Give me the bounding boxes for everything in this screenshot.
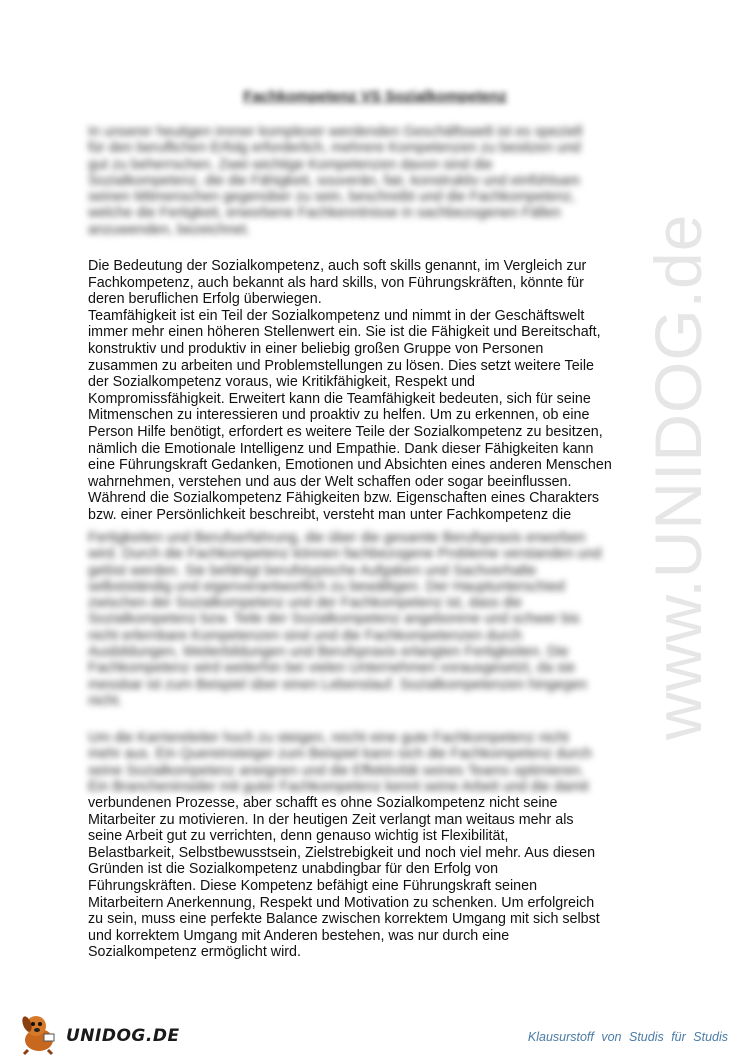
text-line: nicht erlernbare Kompetenzen sind und die Fachkompetenzen durch	[88, 627, 522, 644]
text-line: Die Bedeutung der Sozialkompetenz, auch soft skills genannt, im Vergleich zur	[88, 258, 587, 274]
logo-text: UNIDOG.DE	[66, 1026, 180, 1046]
text-line: und korrektem Umgang mit Anderen bestehen, was nur durch eine	[88, 927, 510, 944]
text-line: Person Hilfe benötigt, erfordert es weitere Teile der Sozialkompetenz zu besitzen,	[88, 423, 603, 440]
text-line: verbundenen Prozesse, aber schafft es ohne Sozialkompetenz nicht seine	[88, 795, 558, 811]
text-line: Fachkompetenz, auch bekannt als hard skills, von Führungskräften, könnte für	[88, 274, 584, 291]
text-line: In unserer heutigen immer komplexer werdenden Geschäftswelt ist es speziell	[88, 124, 583, 140]
text-line: deren beruflichen Erfolg überwiegen.	[88, 291, 322, 308]
text-line: zwischen der Sozialkompetenz und der Fachkompetenz ist, dass die	[88, 595, 522, 612]
text-line: Ausbildungen, Weiterbildungen und Berufspraxis erlangten Fertigkeiten. Die	[88, 644, 569, 661]
text-line: immer mehr einen höheren Stellenwert ein. Sie ist die Fähigkeit und Bereitschaft,	[88, 324, 601, 341]
paragraph-intro-blurred	[88, 124, 648, 238]
paragraph-middle-blurred	[88, 530, 648, 709]
text-line: Teamfähigkeit ist ein Teil der Sozialkompetenz und nimmt in der Geschäftswelt	[88, 307, 585, 324]
text-line: Fertigkeiten und Berufserfahrung, die über die gesamte Berufspraxis erworben	[88, 530, 586, 546]
watermark: www.UNIDOG.de	[641, 213, 715, 740]
text-line: Mitarbeitern Anerkennung, Respekt und Motivation zu schenken. Um erfolgreich	[88, 894, 595, 911]
text-line: gut zu beherrschen. Zwei wichtige Kompetenzen davon sind die	[88, 156, 493, 173]
text-line: bzw. einer Persönlichkeit beschreibt, versteht man unter Fachkompetenz die	[88, 506, 572, 523]
paragraph-career-blurred	[88, 730, 648, 795]
text-line: wahrnehmen, verstehen und aus der Welt schaffen oder sogar beeinflussen.	[88, 473, 572, 490]
text-line: wird. Durch die Fachkompetenz können fachbezogene Probleme verstanden und	[88, 546, 602, 563]
text-line: Sozialkompetenz, die die Fähigkeit, souverän, fair, konstruktiv und einfühlsam	[88, 172, 580, 189]
dog-mascot-icon	[14, 1010, 64, 1056]
text-line: konstruktiv und produktiv in einer beliebig großen Gruppe von Personen	[88, 340, 544, 357]
text-line: Um die Karriereleiter hoch zu steigen, reicht eine gute Fachkompetenz nicht	[88, 730, 569, 746]
text-line: nicht.	[88, 692, 123, 709]
text-line: Führungskräften. Diese Kompetenz befähigt eine Führungskraft seinen	[88, 877, 538, 894]
text-line: Kompromissfähigkeit. Erweitert kann die Teamfähigkeit bedeuten, sich für seine	[88, 390, 591, 407]
text-line: seine Sozialkompetenz aneignen und die Effektivität seines Teams optimieren.	[88, 762, 585, 779]
text-line: selbstständig und eigenverantwortlich zu bewältigen. Der Hauptunterschied	[88, 578, 565, 595]
text-line: gelöst werden. Sie befähigt berufstypische Aufgaben und Sachverhalte	[88, 562, 537, 579]
text-line: seinen Mitmenschen gegenüber zu sein, beschreibt und die Fachkompetenz,	[88, 189, 576, 206]
text-line: nämlich die Emotionale Intelligenz und Empathie. Dank dieser Fähigkeiten kann	[88, 440, 594, 457]
document-title: Fachkompetenz VS Sozialkompetenz	[243, 88, 507, 105]
text-line: Während die Sozialkompetenz Fähigkeiten bzw. Eigenschaften eines Charakters	[88, 490, 600, 507]
text-line: für den beruflichen Erfolg erforderlich, mehrere Kompetenzen zu besitzen und	[88, 140, 581, 157]
unidog-logo[interactable]	[14, 1010, 180, 1056]
text-line: Mitarbeiter zu motivieren. In der heutigen Zeit verlangt man weitaus mehr als	[88, 811, 574, 828]
text-line: Gründen ist die Sozialkompetenz unabdingbar für den Erfolg von	[88, 861, 499, 878]
text-line: Fachkompetenz wird weiterhin bei vielen Unternehmen vorausgesetzt, da sie	[88, 660, 576, 677]
paragraph-main	[88, 258, 648, 524]
text-line: welche die Fertigkeit, erworbene Fachkenntnisse in sachbezogenen Fällen	[88, 205, 561, 222]
text-line: Sozialkompetenz bzw. Teile der Sozialkompetenz angeborene und schwer bis	[88, 611, 580, 628]
text-line: mehr aus. Ein Quereinsteiger zum Beispiel kann sich die Fachkompetenz durch	[88, 746, 592, 763]
text-line: zu sein, muss eine perfekte Balance zwischen korrektem Umgang mit sich selbst	[88, 911, 600, 928]
text-line: Mitmenschen zu interessieren und proaktiv zu helfen. Um zu erkennen, ob eine	[88, 407, 590, 424]
footer-slogan: Klausurstoff von Studis für Studis	[527, 1030, 728, 1044]
paragraph-final	[88, 795, 648, 961]
text-line: zusammen zu arbeiten und Problemstellungen zu lösen. Dies setzt weitere Teile	[88, 357, 594, 374]
text-line: Sozialkompetenz ermöglicht wird.	[88, 944, 301, 961]
text-line: Ein Brancheninsider mit guter Fachkompetenz kennt seine Arbeit und die damit	[88, 778, 589, 795]
text-line: der Sozialkompetenz voraus, wie Kritikfähigkeit, Respekt und	[88, 374, 476, 391]
text-line: anzuwenden, bezeichnet.	[88, 221, 251, 238]
text-line: seine Arbeit gut zu verrichten, denn genauso wichtig ist Flexibilität,	[88, 828, 509, 845]
text-line: Belastbarkeit, Selbstbewusstsein, Zielstrebigkeit und noch viel mehr. Aus diesen	[88, 844, 596, 861]
text-line: messbar ist zum Beispiel über einen Lebenslauf. Sozialkompetenzen hingegen	[88, 676, 588, 693]
text-line: eine Führungskraft Gedanken, Emotionen und Absichten eines anderen Menschen	[88, 457, 612, 474]
